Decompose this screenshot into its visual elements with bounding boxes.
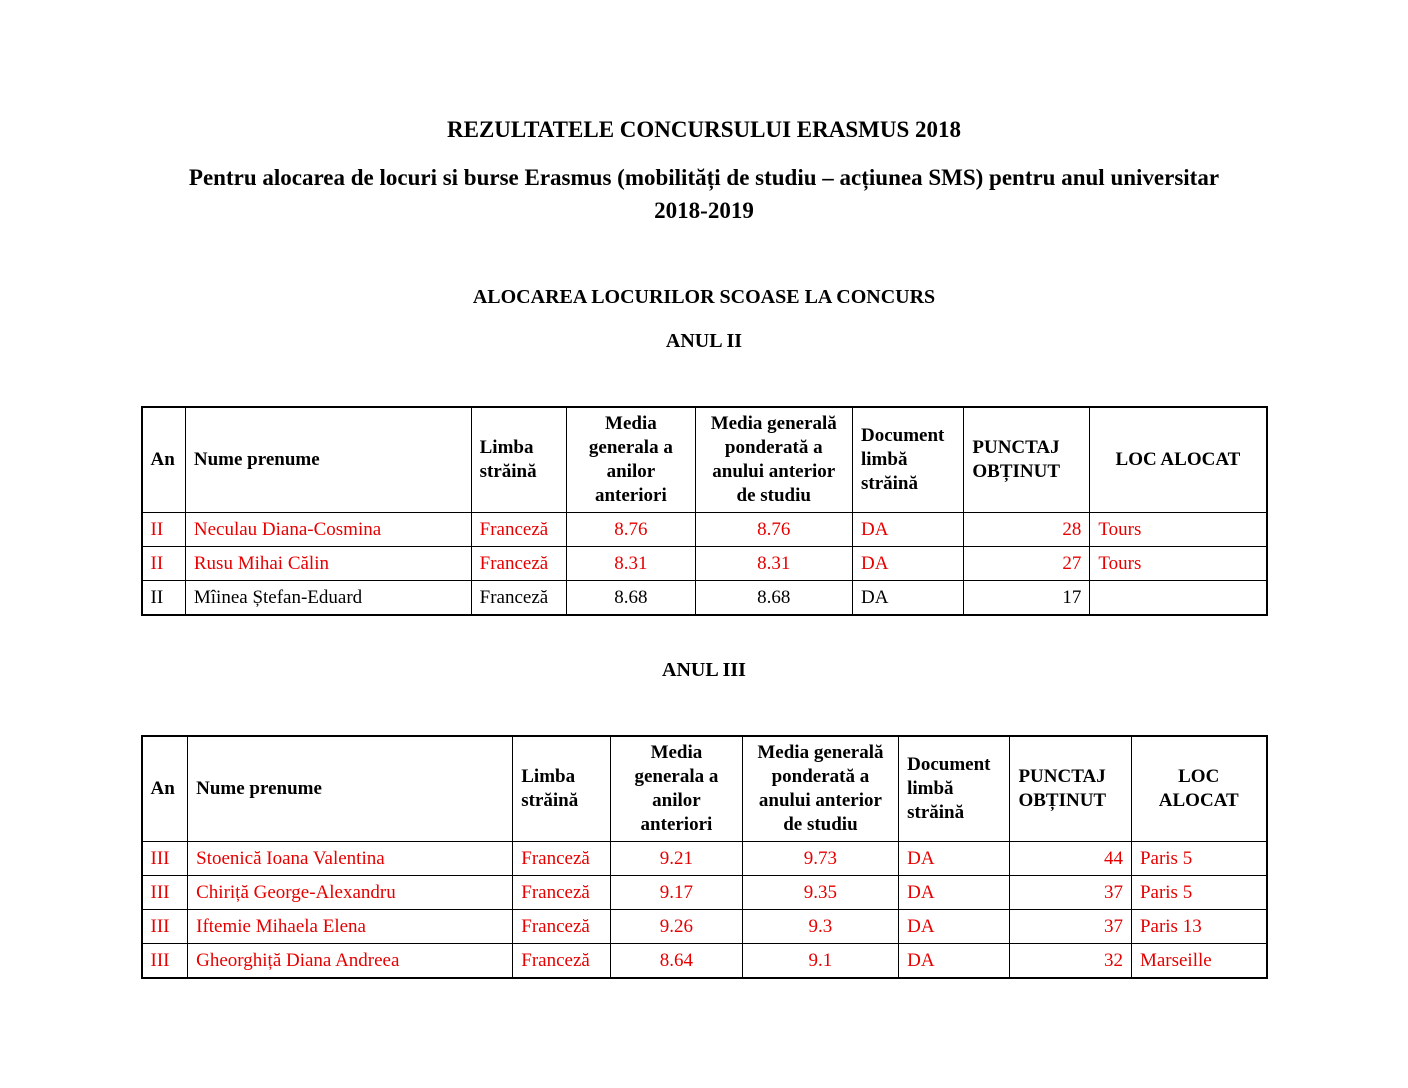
table-cell: 9.3 xyxy=(742,910,898,944)
table-cell: III xyxy=(142,910,188,944)
table-cell: 8.31 xyxy=(567,547,695,581)
table-row xyxy=(142,876,1267,910)
table-cell: Rusu Mihai Călin xyxy=(185,547,471,581)
section-heading: ALOCAREA LOCURILOR SCOASE LA CONCURS xyxy=(472,286,936,308)
document-subtitle-line2: 2018-2019 xyxy=(654,198,754,223)
table-cell: Franceză xyxy=(513,876,611,910)
table-cell: Franceză xyxy=(471,513,567,547)
table-cell: 8.31 xyxy=(695,547,853,581)
table-cell: Franceză xyxy=(471,581,567,616)
table-cell: Iftemie Mihaela Elena xyxy=(188,910,513,944)
table-cell: III xyxy=(142,842,188,876)
column-header: Media generala a anilor anteriori xyxy=(611,736,743,842)
table-cell: 8.68 xyxy=(695,581,853,616)
document-subtitle xyxy=(141,161,1268,227)
table-cell: DA xyxy=(853,581,964,616)
table-cell: DA xyxy=(899,910,1010,944)
column-header: Document limbă străină xyxy=(853,407,964,513)
column-header: Media generala a anilor anteriori xyxy=(567,407,695,513)
table-cell: DA xyxy=(899,944,1010,979)
table-cell: 9.17 xyxy=(611,876,743,910)
column-header: An xyxy=(142,736,188,842)
table-cell: Franceză xyxy=(513,842,611,876)
column-header: Limba străină xyxy=(513,736,611,842)
table-cell: 8.76 xyxy=(695,513,853,547)
column-header: Limba străină xyxy=(471,407,567,513)
table-cell: III xyxy=(142,876,188,910)
table-row xyxy=(142,513,1267,547)
table-cell: DA xyxy=(853,513,964,547)
table-cell: 9.26 xyxy=(611,910,743,944)
table-caption-anul-ii: ANUL II xyxy=(665,330,743,352)
column-header: An xyxy=(142,407,186,513)
table-cell xyxy=(1090,581,1267,616)
table-cell: 9.35 xyxy=(742,876,898,910)
table-cell: DA xyxy=(853,547,964,581)
table-cell: Franceză xyxy=(471,547,567,581)
table-cell: Tours xyxy=(1090,547,1267,581)
table-cell: III xyxy=(142,944,188,979)
table-cell: Tours xyxy=(1090,513,1267,547)
column-header: Media generală ponderată a anului anterior de studiu xyxy=(742,736,898,842)
table-cell: Mîinea Ștefan-Eduard xyxy=(185,581,471,616)
column-header: Nume prenume xyxy=(185,407,471,513)
results-table-anul-iii xyxy=(141,735,1268,979)
table-cell: 28 xyxy=(964,513,1090,547)
document-page xyxy=(141,0,1268,979)
table-cell: Franceză xyxy=(513,910,611,944)
table-row xyxy=(142,581,1267,616)
table-cell: Paris 13 xyxy=(1131,910,1266,944)
table-cell: 27 xyxy=(964,547,1090,581)
table-cell: 37 xyxy=(1010,910,1131,944)
table-cell: Neculau Diana-Cosmina xyxy=(185,513,471,547)
table-cell: 37 xyxy=(1010,876,1131,910)
column-header: LOC ALOCAT xyxy=(1131,736,1266,842)
table-cell: Stoenică Ioana Valentina xyxy=(188,842,513,876)
table-cell: II xyxy=(142,513,186,547)
column-header: Nume prenume xyxy=(188,736,513,842)
column-header: PUNCTAJ OBȚINUT xyxy=(1010,736,1131,842)
table-cell: 8.76 xyxy=(567,513,695,547)
table-cell: Chiriță George-Alexandru xyxy=(188,876,513,910)
table-cell: Franceză xyxy=(513,944,611,979)
column-header: PUNCTAJ OBȚINUT xyxy=(964,407,1090,513)
table-cell: DA xyxy=(899,842,1010,876)
table-row xyxy=(142,547,1267,581)
table-row xyxy=(142,910,1267,944)
table-caption-anul-iii: ANUL III xyxy=(662,659,746,681)
table-cell: 32 xyxy=(1010,944,1131,979)
header-row xyxy=(142,736,1267,842)
table-cell: Paris 5 xyxy=(1131,876,1266,910)
table-cell: DA xyxy=(899,876,1010,910)
document-title: REZULTATELE CONCURSULUI ERASMUS 2018 xyxy=(447,117,961,142)
column-header: LOC ALOCAT xyxy=(1090,407,1267,513)
header-row xyxy=(142,407,1267,513)
results-table-anul-ii xyxy=(141,406,1268,616)
table-cell: 44 xyxy=(1010,842,1131,876)
table-cell: Gheorghiță Diana Andreea xyxy=(188,944,513,979)
table-cell: Paris 5 xyxy=(1131,842,1266,876)
column-header: Media generală ponderată a anului anterior de studiu xyxy=(695,407,853,513)
table-cell: 8.68 xyxy=(567,581,695,616)
table-cell: II xyxy=(142,547,186,581)
table-cell: 9.21 xyxy=(611,842,743,876)
document-subtitle-line1: Pentru alocarea de locuri si burse Erasmus (mobilități de studiu – acțiunea SMS) pentru anul universitar xyxy=(188,165,1220,190)
table-row xyxy=(142,944,1267,979)
table-cell: II xyxy=(142,581,186,616)
table-cell: 17 xyxy=(964,581,1090,616)
table-row xyxy=(142,842,1267,876)
table-cell: 9.73 xyxy=(742,842,898,876)
table-cell: Marseille xyxy=(1131,944,1266,979)
table-cell: 8.64 xyxy=(611,944,743,979)
table-cell: 9.1 xyxy=(742,944,898,979)
column-header: Document limbă străină xyxy=(899,736,1010,842)
